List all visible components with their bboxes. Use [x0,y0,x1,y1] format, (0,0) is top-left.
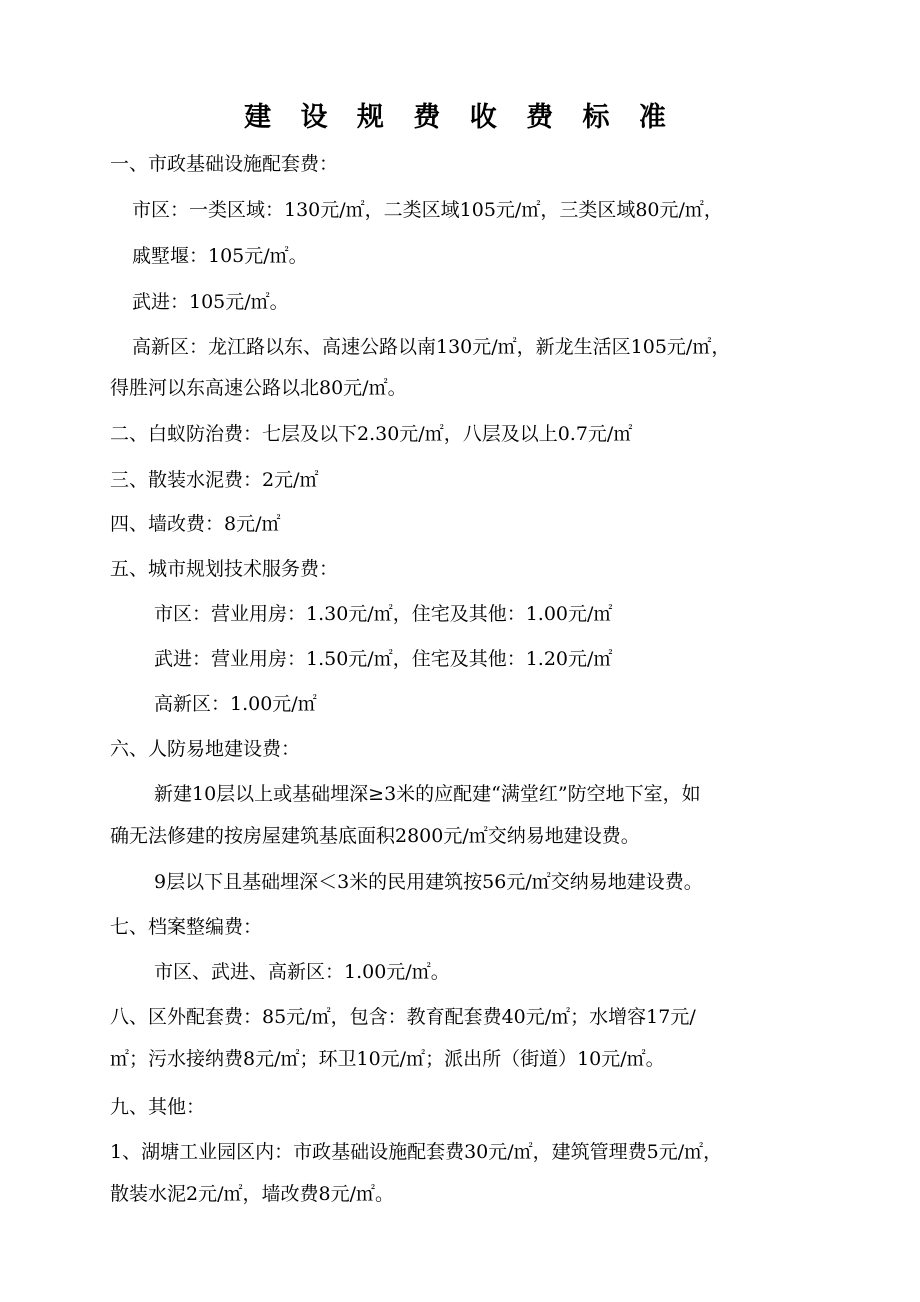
section-8-off-site-fee-cont: ㎡；污水接纳费8元/㎡；环卫10元/㎡；派出所（街道）10元/㎡。 [110,1048,665,1070]
section-1-qishuyan-rate: 戚墅堰：105元/㎡。 [132,245,308,267]
section-9-item-1-cont: 散装水泥2元/㎡，墙改费8元/㎡。 [110,1183,394,1205]
section-1-hightech-rates: 高新区：龙江路以东、高速公路以南130元/㎡，新龙生活区105元/㎡， [132,336,731,358]
section-4-wall-reform-fee: 四、墙改费：8元/㎡ [110,513,281,535]
section-1-wujin-rate: 武进：105元/㎡。 [132,291,289,313]
section-8-off-site-fee: 八、区外配套费：85元/㎡，包含：教育配套费40元/㎡；水增容17元/ [110,1006,696,1028]
section-9-heading: 九、其他： [110,1096,206,1118]
document-title: 建 设 规 费 收 费 标 准 [244,102,676,133]
section-6-para-1: 新建10层以上或基础埋深≥3米的应配建“满堂红”防空地下室，如 [154,783,701,805]
section-3-cement-fee: 三、散装水泥费：2元/㎡ [110,469,319,491]
section-2-termite-fee: 二、白蚁防治费：七层及以下2.30元/㎡，八层及以上0.7元/㎡ [110,423,633,445]
section-9-item-1: 1、湖塘工业园区内：市政基础设施配套费30元/㎡，建筑管理费5元/㎡， [110,1141,723,1163]
section-1-hightech-rates-cont: 得胜河以东高速公路以北80元/㎡。 [110,377,407,399]
section-5-hightech-rate: 高新区：1.00元/㎡ [154,693,317,715]
section-7-rate: 市区、武进、高新区：1.00元/㎡。 [154,961,450,983]
section-6-heading: 六、人防易地建设费： [110,738,301,760]
section-5-urban-rates: 市区：营业用房：1.30元/㎡，住宅及其他：1.00元/㎡ [154,603,613,625]
section-5-heading: 五、城市规划技术服务费： [110,558,339,580]
section-1-urban-rates: 市区：一类区域：130元/㎡，二类区域105元/㎡，三类区域80元/㎡， [132,199,723,221]
section-7-heading: 七、档案整编费： [110,916,263,938]
section-6-para-2: 9层以下且基础埋深＜3米的民用建筑按56元/㎡交纳易地建设费。 [154,871,703,893]
section-5-wujin-rates: 武进：营业用房：1.50元/㎡，住宅及其他：1.20元/㎡ [154,648,613,670]
section-6-para-1-cont: 确无法修建的按房屋建筑基底面积2800元/㎡交纳易地建设费。 [110,825,640,847]
section-1-heading: 一、市政基础设施配套费： [110,153,339,175]
